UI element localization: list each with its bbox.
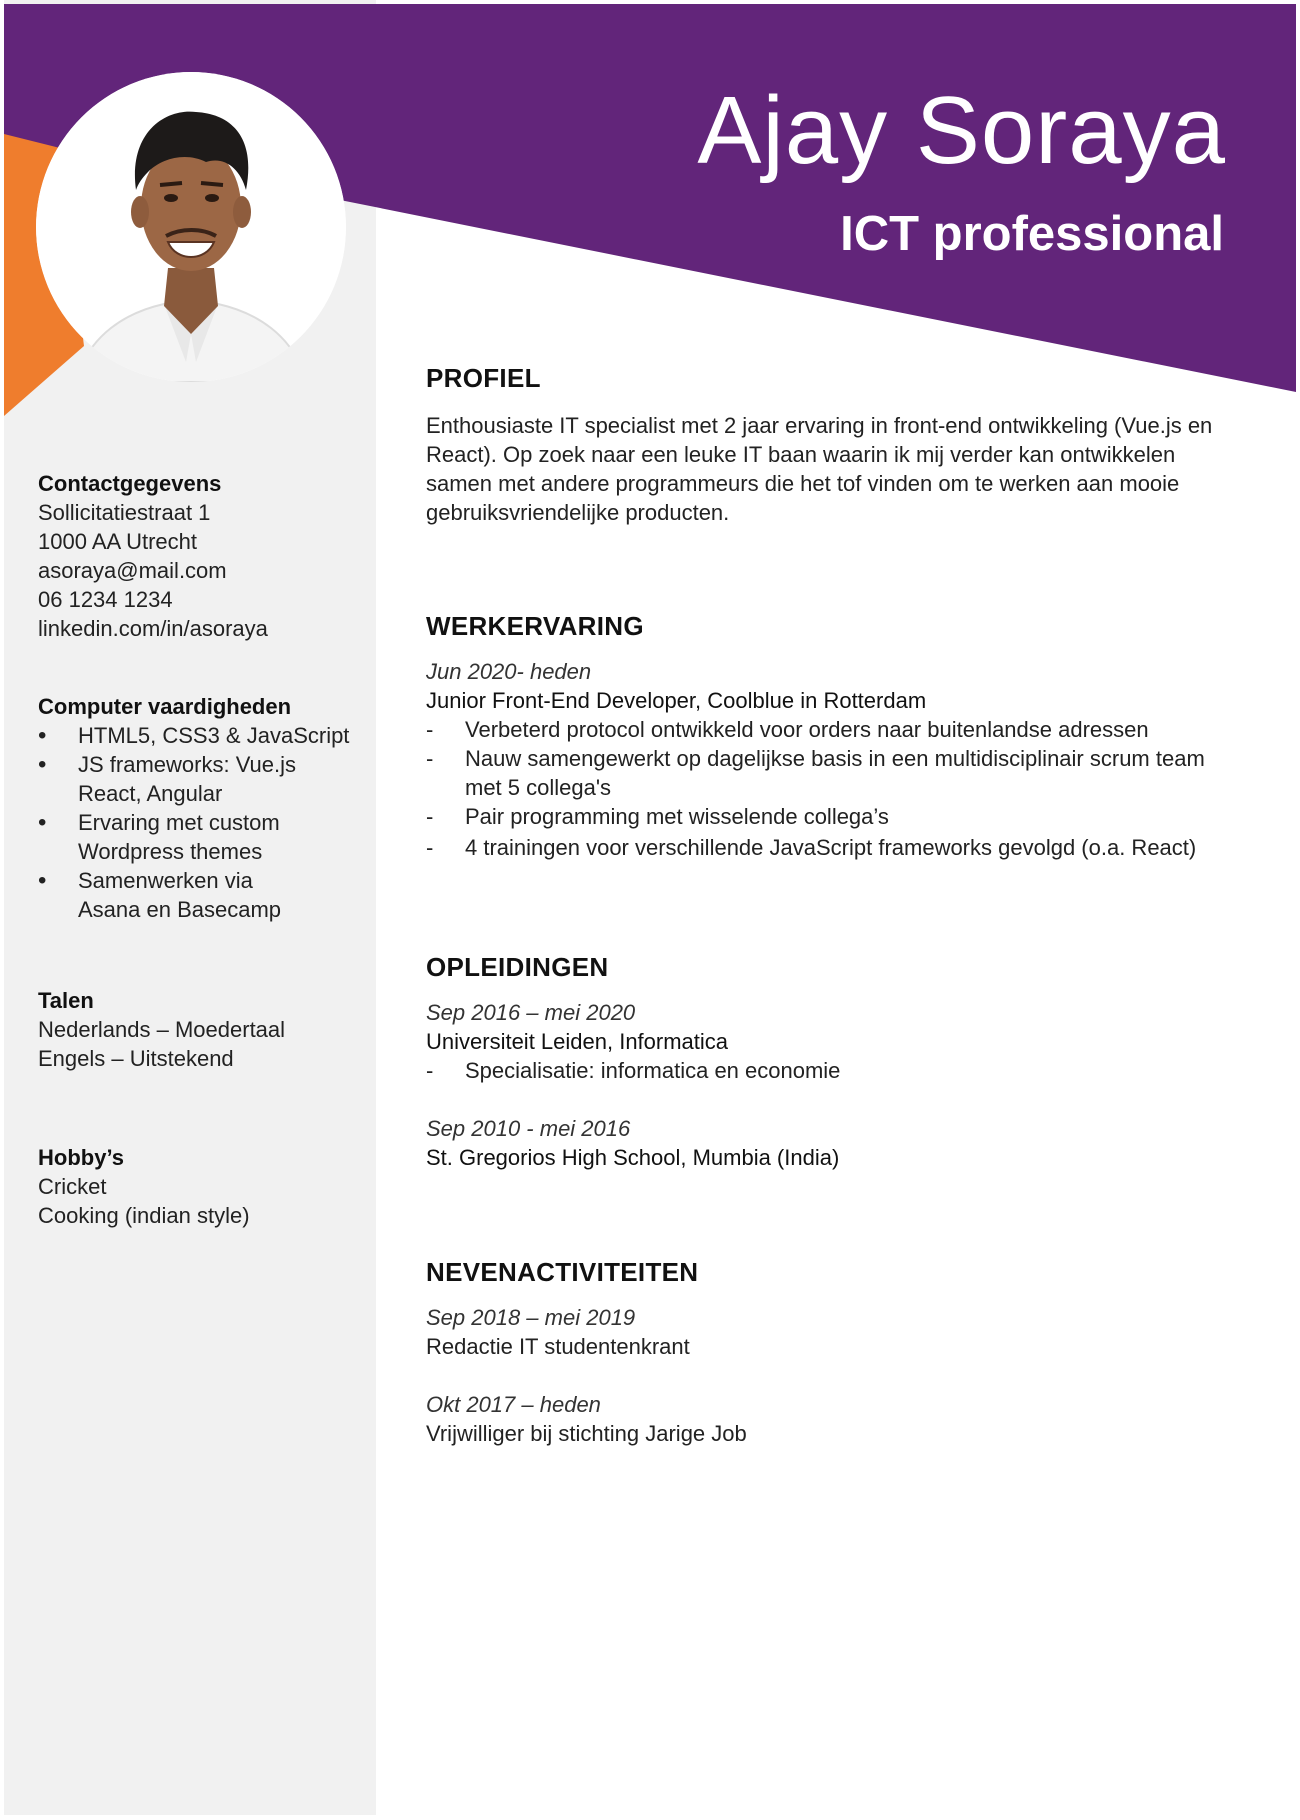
- skill-item: • JS frameworks: Vue.js React, Angular: [38, 750, 310, 808]
- profile-text: Enthousiaste IT specialist met 2 jaar ervaring in front-end ontwikkeling (Vue.js en React). Op zoek naar een leuke IT baan waarin ik mij verder kan ontwikkelen samen met andere programmeurs die het tof vinden om te werken aan mooie gebruiksvriendelijke producten.: [426, 413, 1213, 525]
- contact-linkedin: linkedin.com/in/asoraya: [38, 616, 268, 641]
- activity-date: Okt 2017 – heden: [426, 1392, 601, 1417]
- contact-city: 1000 AA Utrecht: [38, 529, 197, 554]
- languages-heading: Talen: [38, 988, 94, 1013]
- skills-section: [38, 692, 358, 924]
- education-section: [426, 953, 1216, 1172]
- education-title: St. Gregorios High School, Mumbia (India): [426, 1145, 840, 1170]
- hobbies-section: [38, 1143, 358, 1230]
- hobbies-heading: Hobby’s: [38, 1145, 124, 1170]
- experience-date: Jun 2020- heden: [426, 659, 592, 684]
- skill-item: • Ervaring met custom Wordpress themes: [38, 808, 308, 866]
- education-bullet: - Specialisatie: informatica en economie: [426, 1056, 1216, 1085]
- activity-title: Vrijwilliger bij stichting Jarige Job: [426, 1421, 747, 1446]
- profile-heading: PROFIEL: [426, 363, 541, 393]
- hobby-item: Cricket: [38, 1174, 107, 1199]
- skills-list: [38, 721, 358, 924]
- language-item: Engels – Uitstekend: [38, 1046, 234, 1071]
- skills-heading: Computer vaardigheden: [38, 694, 292, 719]
- education-heading: OPLEIDINGEN: [426, 952, 609, 982]
- activities-section: [426, 1258, 1216, 1448]
- experience-bullet: - Pair programming met wisselende collega’s: [426, 802, 1216, 831]
- skill-item: • HTML5, CSS3 & JavaScript: [38, 721, 358, 750]
- contact-email: asoraya@mail.com: [38, 558, 227, 583]
- hobby-item: Cooking (indian style): [38, 1203, 250, 1228]
- activities-heading: NEVENACTIVITEITEN: [426, 1257, 699, 1287]
- experience-bullet: - Nauw samengewerkt op dagelijkse basis in een multidisciplinair scrum team met 5 collega's: [426, 744, 1216, 802]
- language-item: Nederlands – Moedertaal: [38, 1017, 286, 1042]
- candidate-role: ICT professional: [840, 207, 1224, 261]
- education-title: Universiteit Leiden, Informatica: [426, 1029, 729, 1054]
- activity-title: Redactie IT studentenkrant: [426, 1334, 690, 1359]
- activity-date: Sep 2018 – mei 2019: [426, 1305, 636, 1330]
- profile-section: [426, 364, 1216, 527]
- contact-phone: 06 1234 1234: [38, 587, 173, 612]
- profile-photo: [36, 72, 346, 382]
- education-date: Sep 2010 - mei 2016: [426, 1116, 631, 1141]
- languages-section: [38, 986, 358, 1073]
- contact-heading: Contactgegevens: [38, 471, 222, 496]
- experience-section: [426, 612, 1216, 862]
- contact-address: Sollicitatiestraat 1: [38, 500, 211, 525]
- contact-section: [38, 469, 358, 643]
- experience-bullet: - 4 trainingen voor verschillende JavaScript frameworks gevolgd (o.a. React): [426, 833, 1216, 862]
- experience-title: Junior Front-End Developer, Coolblue in Rotterdam: [426, 688, 927, 713]
- candidate-name: Ajay Soraya: [697, 77, 1226, 184]
- experience-heading: WERKERVARING: [426, 611, 644, 641]
- experience-bullet: - Verbeterd protocol ontwikkeld voor orders naar buitenlandse adressen: [426, 715, 1216, 744]
- skill-item: • Samenwerken via Asana en Basecamp: [38, 866, 318, 924]
- education-date: Sep 2016 – mei 2020: [426, 1000, 636, 1025]
